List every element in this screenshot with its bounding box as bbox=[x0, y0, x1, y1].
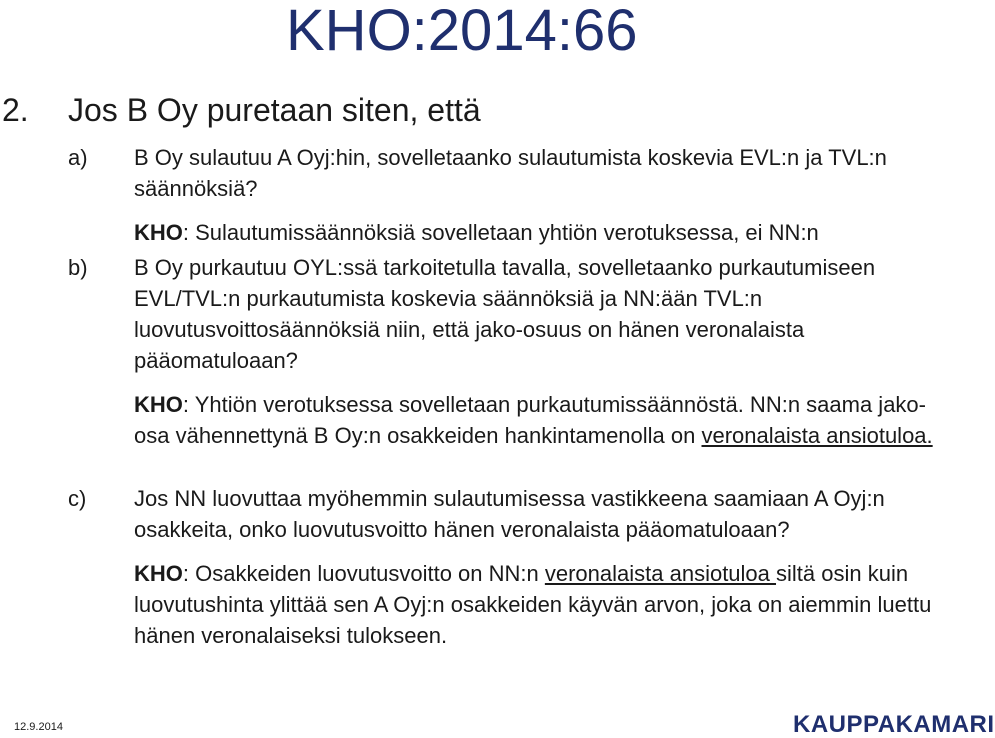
answer-text-post: siltä osin kuin luovutushinta ylittää sen A Oyj:n osakkeiden käyvän arvon, joka on aiemmin luettu hänen veronalaiseksi tulokseen. bbox=[134, 561, 932, 648]
item-body bbox=[134, 483, 952, 651]
footer-date: 12.9.2014 bbox=[14, 721, 63, 733]
section-heading-text: Jos B Oy puretaan siten, että bbox=[68, 92, 481, 128]
page-title: KHO:2014:66 bbox=[286, 0, 638, 63]
answer-label: KHO bbox=[134, 561, 183, 586]
item-answer bbox=[134, 389, 952, 451]
answer-text: : Sulautumissäännöksiä sovelletaan yhtiön verotuksessa, ei NN:n bbox=[182, 220, 819, 245]
kauppakamari-logo: KAUPPAKAMARI bbox=[793, 711, 995, 738]
item-body bbox=[134, 252, 952, 451]
item-body bbox=[134, 142, 952, 248]
answer-label: KHO bbox=[134, 220, 183, 245]
item-letter: c) bbox=[68, 486, 87, 511]
item-answer bbox=[134, 558, 952, 651]
answer-text: : Osakkeiden luovutusvoitto on NN:n bbox=[182, 561, 545, 586]
item-question: B Oy sulautuu A Oyj:hin, sovelletaanko sulautumista koskevia EVL:n ja TVL:n säännöksiä? bbox=[134, 145, 887, 201]
item-question: B Oy purkautuu OYL:ssä tarkoitetulla tavalla, sovelletaanko purkautumiseen EVL/TVL:n purkautumista koskevia säännöksiä ja NN:ään TVL:n luovutusvoittosäännöksiä niin, että jako-osuus on hänen veronalaista pääomatuloaan? bbox=[134, 255, 876, 373]
item-answer bbox=[134, 217, 952, 248]
item-question: Jos NN luovuttaa myöhemmin sulautumisessa vastikkeena saamiaan A Oyj:n osakkeita, onko luovutusvoitto hänen veronalaista pääomatuloaan? bbox=[134, 486, 885, 542]
answer-underlined: veronalaista ansiotuloa bbox=[544, 561, 777, 586]
answer-underlined: veronalaista ansiotuloa. bbox=[701, 423, 933, 448]
answer-text: : Yhtiön verotuksessa sovelletaan purkautumissäännöstä. NN:n saama jako-osa vähennettynä B Oy:n osakkeiden hankintamenolla on bbox=[134, 392, 926, 448]
section-number: 2. bbox=[2, 92, 29, 128]
item-letter: b) bbox=[68, 255, 88, 280]
item-letter: a) bbox=[68, 145, 88, 170]
answer-label: KHO bbox=[134, 392, 183, 417]
